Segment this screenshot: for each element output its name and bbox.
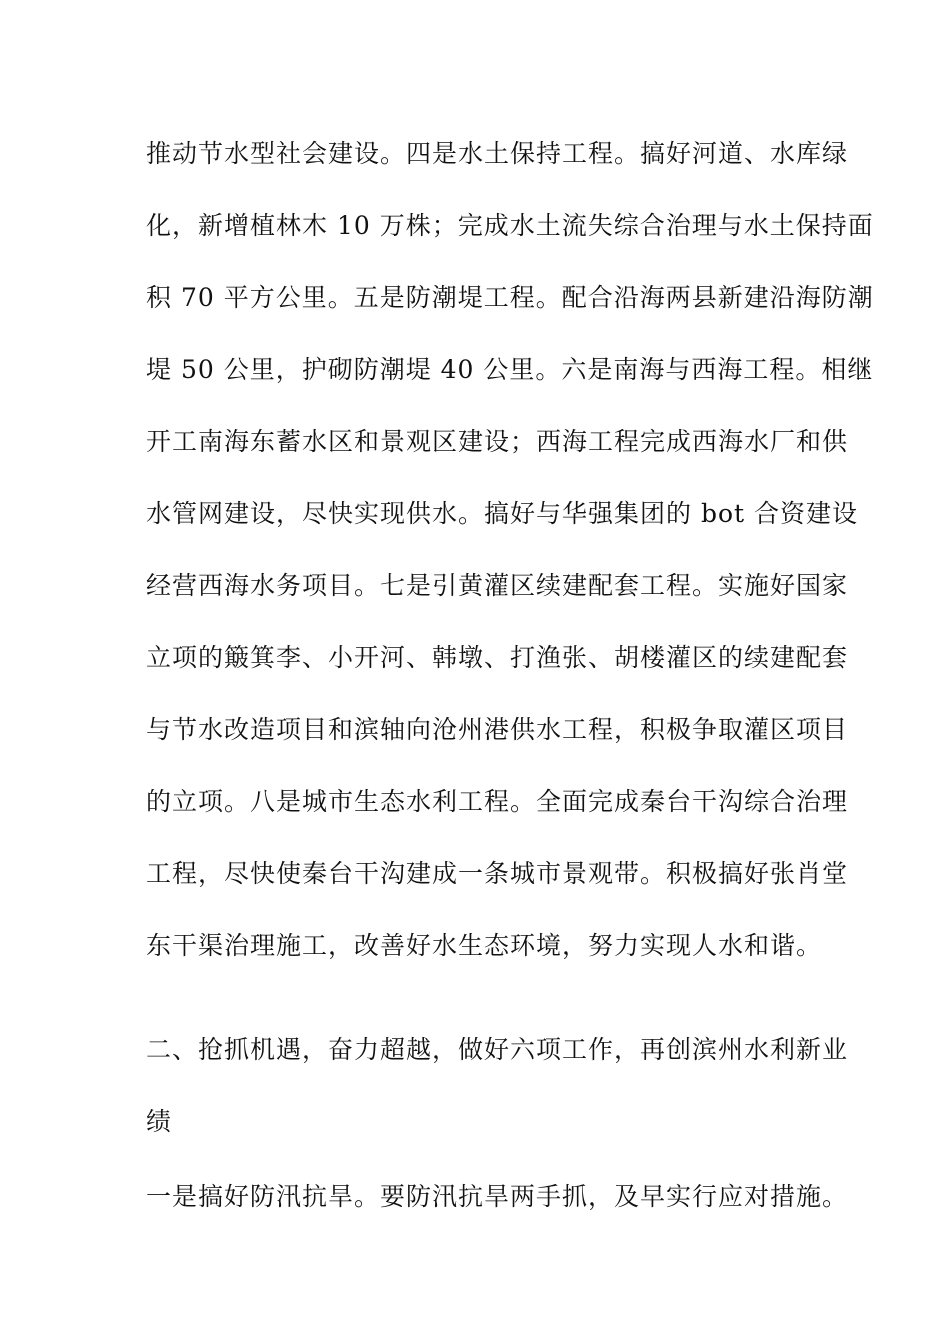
text-line: 一是搞好防汛抗旱。要防汛抗旱两手抓，及早实行应对措施。 [146,1182,849,1211]
text-line: 与节水改造项目和滨轴向沧州港供水工程，积极争取灌区项目 [146,715,849,744]
text-line: 的立项。八是城市生态水利工程。全面完成秦台干沟综合治理 [146,787,849,816]
text-line: 化，新增植林木 10 万株；完成水土流失综合治理与水土保持面 [146,211,874,240]
text-line: 水管网建设，尽快实现供水。搞好与华强集团的 bot 合资建设 [146,499,858,528]
text-line: 立项的簸箕李、小开河、韩墩、打渔张、胡楼灌区的续建配套 [146,643,849,672]
text-line: 工程，尽快使秦台干沟建成一条城市景观带。积极搞好张肖堂 [146,859,849,888]
text-line: 经营西海水务项目。七是引黄灌区续建配套工程。实施好国家 [146,571,849,600]
text-line: 开工南海东蓄水区和景观区建设；西海工程完成西海水厂和供 [146,427,849,456]
section-heading-line: 二、抢抓机遇，奋力超越，做好六项工作，再创滨州水利新业 [146,1035,849,1064]
text-line: 堤 50 公里，护砌防潮堤 40 公里。六是南海与西海工程。相继 [146,355,874,384]
text-line: 积 70 平方公里。五是防潮堤工程。配合沿海两县新建沿海防潮 [146,283,874,312]
text-line: 东干渠治理施工，改善好水生态环境，努力实现人水和谐。 [146,931,823,960]
section-heading-line: 绩 [146,1107,173,1136]
text-line: 推动节水型社会建设。四是水土保持工程。搞好河道、水库绿 [146,139,849,168]
